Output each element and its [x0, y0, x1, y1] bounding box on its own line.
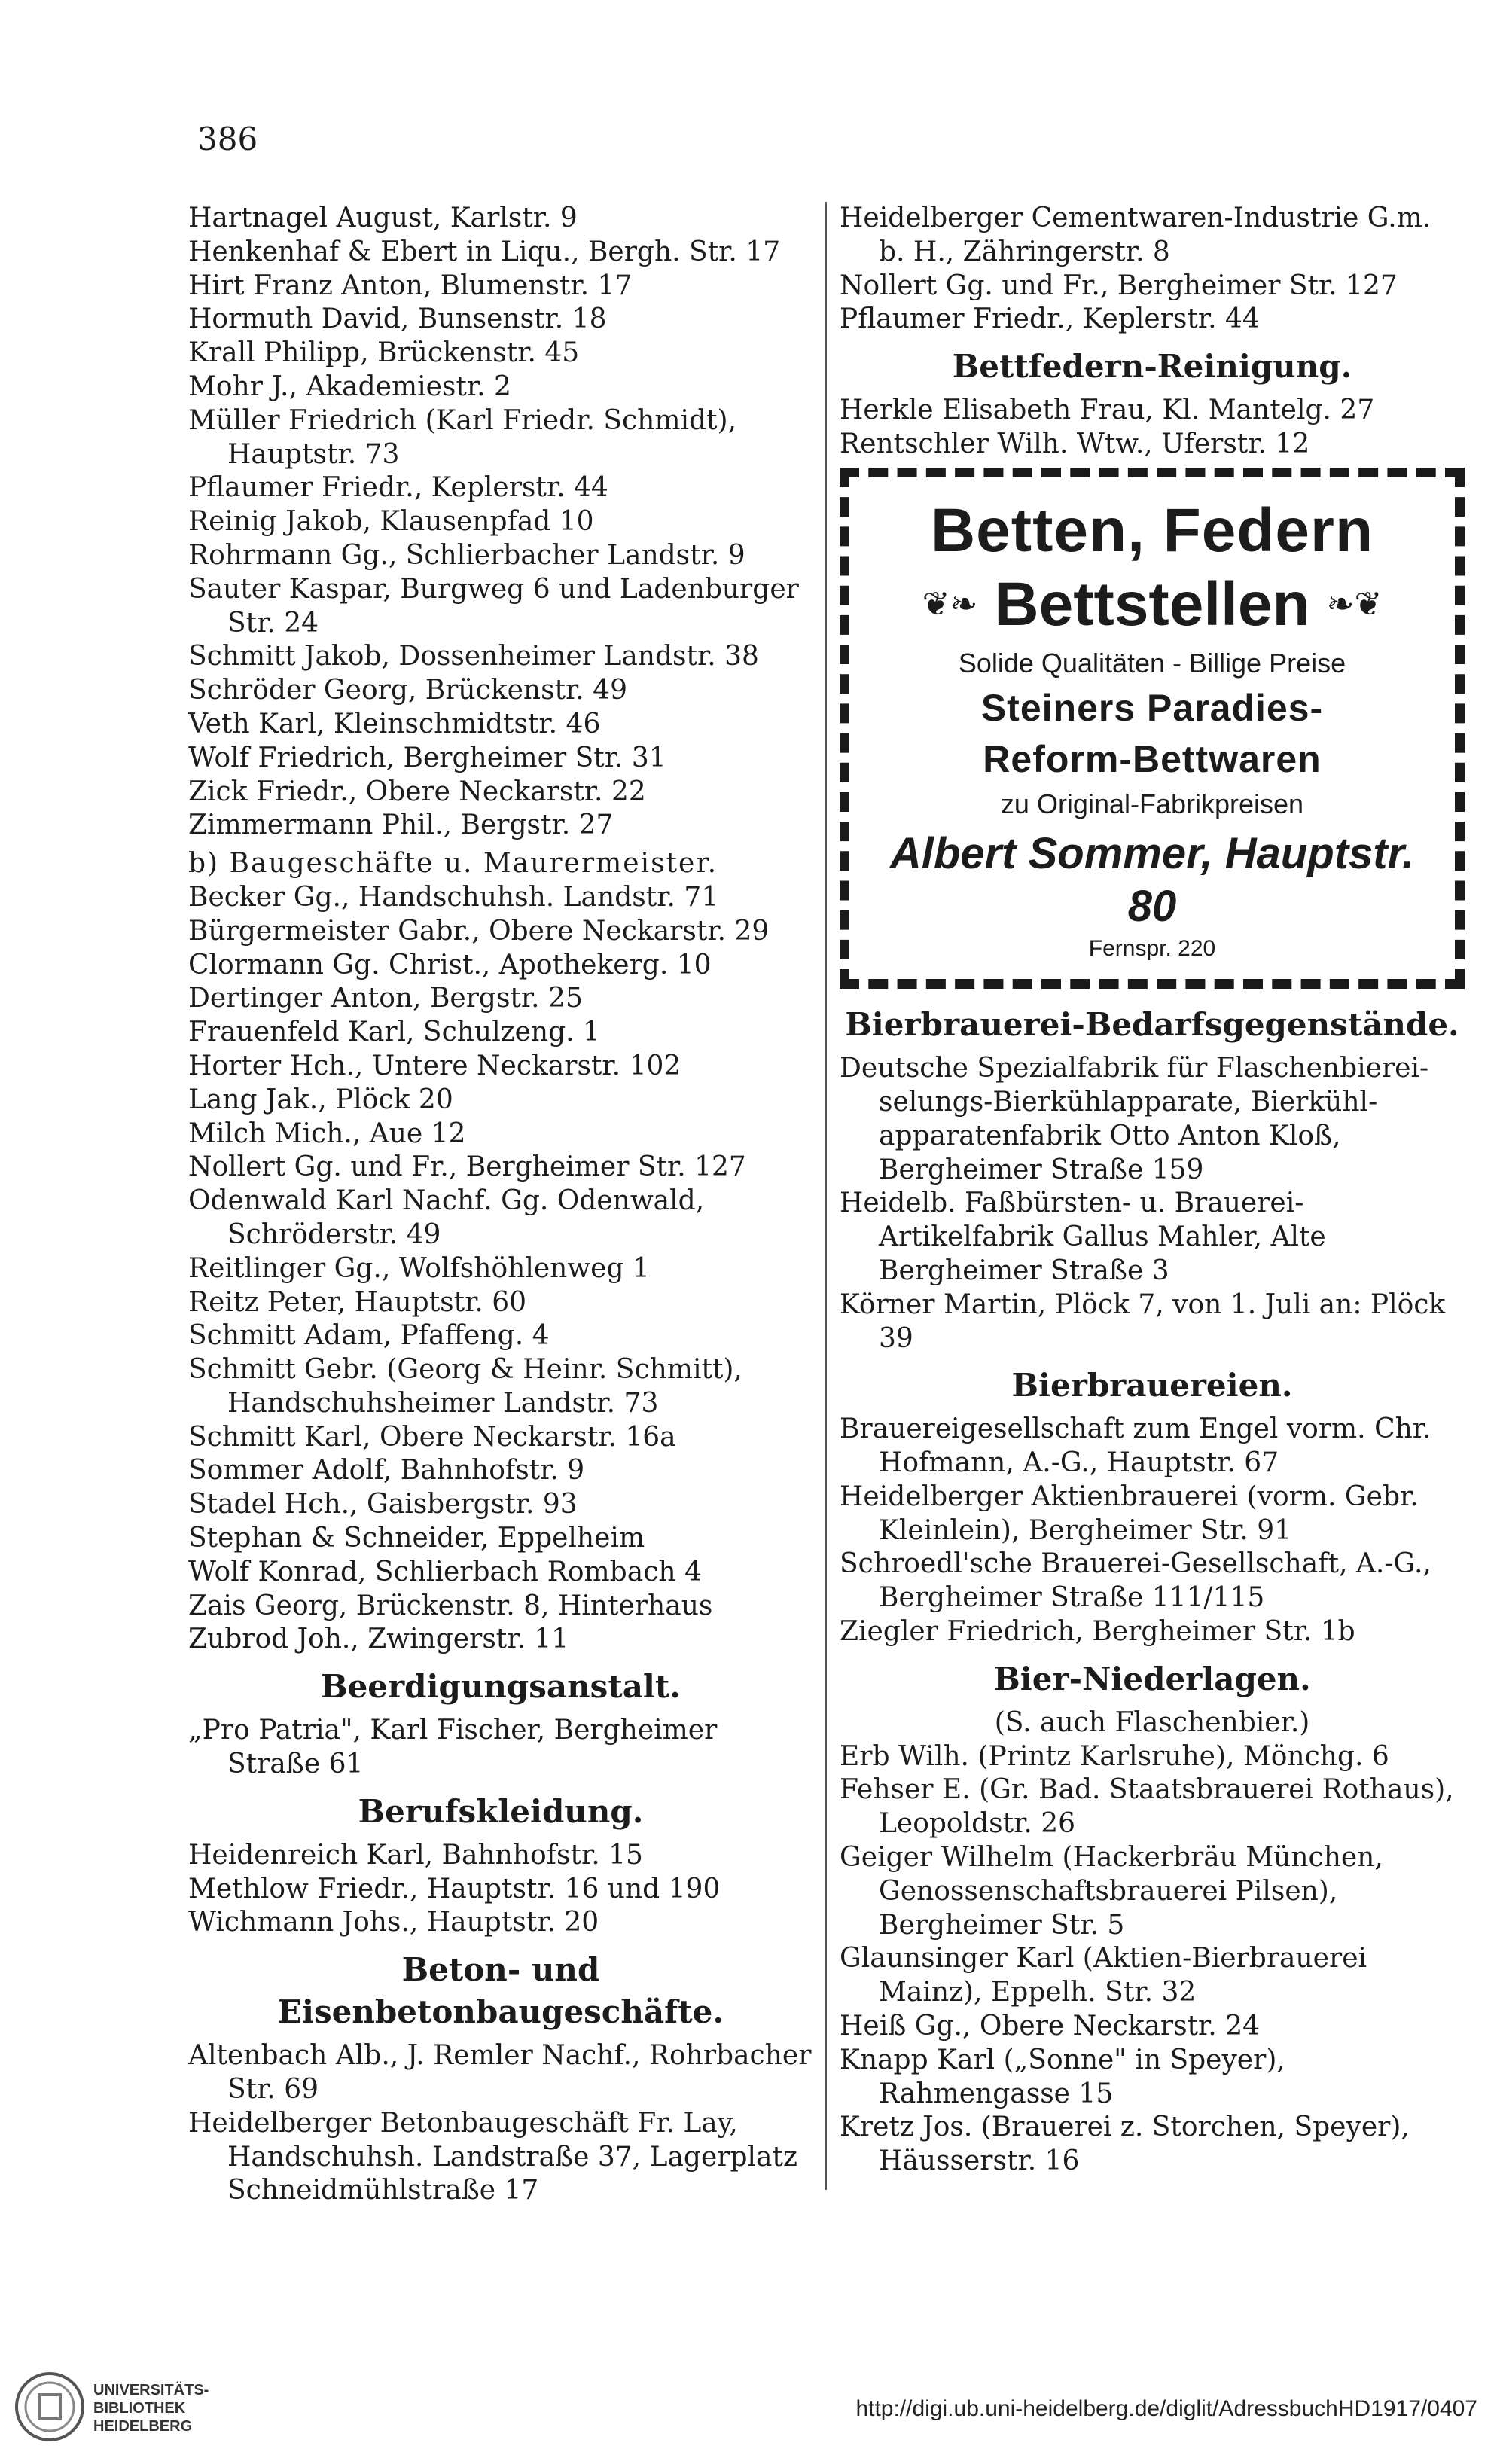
ad-bettstellen: Bettstellen	[994, 570, 1310, 639]
list-item: Veth Karl, Kleinschmidtstr. 46	[188, 708, 601, 740]
ad-price-note: zu Original-Fabrikpreisen	[1000, 788, 1304, 819]
list-item: Kretz Jos. (Brauerei z. Storchen, Speyer), Häusserstr. 16	[840, 2112, 1410, 2177]
list-item: Becker Gg., Handschuhsh. Landstr. 71	[188, 881, 719, 913]
section-heading: Bettfedern-Reinigung.	[952, 348, 1352, 386]
list-item: Heidelb. Faßbürsten- u. Brauerei-Artikelfabrik Gallus Mahler, Alte Bergheimer Straße 3	[840, 1188, 1326, 1286]
list-item: Hormuth David, Bunsenstr. 18	[188, 303, 607, 335]
list-item: Clormann Gg. Christ., Apothekerg. 10	[188, 949, 712, 980]
list-item: Pflaumer Friedr., Keplerstr. 44	[188, 472, 608, 504]
list-item: Wolf Friedrich, Bergheimer Str. 31	[188, 742, 666, 773]
right-column	[840, 202, 1465, 2179]
list-item: Geiger Wilhelm (Hackerbräu München, Genossenschaftsbrauerei Pilsen), Bergheimer Str. 5	[840, 1842, 1383, 1941]
section-heading: Bierbrauereien.	[1011, 1367, 1293, 1404]
list-item: Hirt Franz Anton, Blumenstr. 17	[188, 270, 633, 301]
library-line: UNIVERSITÄTS-	[93, 2382, 209, 2398]
university-library-logo-icon	[14, 2371, 86, 2443]
advertisement-box	[840, 468, 1465, 989]
library-line: BIBLIOTHEK	[93, 2400, 186, 2417]
list-item: Lang Jak., Plöck 20	[188, 1084, 453, 1115]
list-item: Knapp Karl („Sonne" in Speyer), Rahmengasse 15	[840, 2044, 1285, 2109]
list-item: Altenbach Alb., J. Remler Nachf., Rohrbacher Str. 69	[188, 2040, 812, 2106]
list-item: Glaunsinger Karl (Aktien-Bierbrauerei Mainz), Eppelh. Str. 32	[840, 1943, 1367, 2008]
column-divider	[825, 202, 827, 2190]
list-item: Erb Wilh. (Printz Karlsruhe), Mönchg. 6	[840, 1740, 1389, 1772]
list-item: Herkle Elisabeth Frau, Kl. Mantelg. 27	[840, 395, 1375, 426]
list-item: Dertinger Anton, Bergstr. 25	[188, 983, 583, 1014]
list-item: Zick Friedr., Obere Neckarstr. 22	[188, 776, 646, 807]
library-line: HEIDELBERG	[93, 2418, 193, 2435]
ad-product-line: Reform-Bettwaren	[983, 737, 1322, 780]
page-number: 386	[197, 120, 258, 157]
list-item: Bürgermeister Gabr., Obere Neckarstr. 29	[188, 915, 770, 947]
ad-subheadline	[861, 568, 1443, 642]
list-item: Körner Martin, Plöck 7, von 1. Juli an: Plöck 39	[840, 1288, 1446, 1354]
ornament-icon: ❦❧	[922, 585, 978, 623]
list-item: Reitlinger Gg., Wolfshöhlenweg 1	[188, 1252, 650, 1284]
list-item: Stephan & Schneider, Eppelheim	[188, 1523, 645, 1554]
list-item: Ziegler Friedrich, Bergheimer Str. 1b	[840, 1616, 1355, 1648]
list-item: Methlow Friedr., Hauptstr. 16 und 190	[188, 1873, 721, 1904]
list-item: Heidenreich Karl, Bahnhofstr. 15	[188, 1839, 643, 1871]
ad-company: Albert Sommer, Hauptstr. 80	[889, 828, 1415, 931]
list-item: Heidelberger Aktienbrauerei (vorm. Gebr. Kleinlein), Bergheimer Str. 91	[840, 1481, 1419, 1546]
list-item: Zimmermann Phil., Bergstr. 27	[188, 810, 614, 841]
list-item: Schmitt Karl, Obere Neckarstr. 16a	[188, 1421, 676, 1453]
ad-phone: Fernspr. 220	[1088, 936, 1216, 962]
list-item: Odenwald Karl Nachf. Gg. Odenwald, Schröderstr. 49	[188, 1185, 705, 1250]
list-item: Pflaumer Friedr., Keplerstr. 44	[840, 303, 1260, 335]
section-note: (S. auch Flaschenbier.)	[994, 1706, 1310, 1738]
ad-tagline: Solide Qualitäten - Billige Preise	[958, 647, 1346, 679]
ad-headline: Betten, Federn	[930, 496, 1374, 565]
list-item: Zubrod Joh., Zwingerstr. 11	[188, 1624, 569, 1655]
section-heading: Beton- und Eisenbetonbaugeschäfte.	[278, 1951, 724, 2031]
list-item: Deutsche Spezialfabrik für Flaschenbiereiselungs-Bierkühlapparate, Bierkühlapparatenfabrik Otto Anton Kloß, Bergheimer Straße 159	[840, 1053, 1429, 1185]
section-heading: Bierbrauerei-Bedarfsgegenstände.	[845, 1006, 1459, 1044]
list-item: Sommer Adolf, Bahnhofstr. 9	[188, 1455, 585, 1487]
list-item: Stadel Hch., Gaisbergstr. 93	[188, 1489, 578, 1520]
ornament-icon: ❧❦	[1326, 585, 1383, 623]
list-item: Müller Friedrich (Karl Friedr. Schmidt), Hauptstr. 73	[188, 404, 737, 470]
list-item: Wolf Konrad, Schlierbach Rombach 4	[188, 1556, 702, 1587]
section-heading: Beerdigungsanstalt.	[321, 1668, 681, 1706]
list-item: Schroedl'sche Brauerei-Gesellschaft, A.-G., Bergheimer Straße 111/115	[840, 1548, 1431, 1614]
list-item: Zais Georg, Brückenstr. 8, Hinterhaus	[188, 1590, 713, 1621]
list-item: „Pro Patria", Karl Fischer, Bergheimer Straße 61	[188, 1715, 718, 1780]
list-item: Krall Philipp, Brückenstr. 45	[188, 337, 580, 369]
list-item: Reitz Peter, Hauptstr. 60	[188, 1286, 527, 1318]
ad-product-line: Steiners Paradies-	[980, 686, 1324, 729]
list-item: Henkenhaf & Ebert in Liqu., Bergh. Str. 17	[188, 236, 781, 267]
footer-bar	[0, 2348, 1497, 2464]
list-item: Mohr J., Akademiestr. 2	[188, 371, 511, 402]
list-item: Schmitt Adam, Pfaffeng. 4	[188, 1320, 550, 1352]
list-item: Heidelberger Betonbaugeschäft Fr. Lay, Handschuhsh. Landstraße 37, Lagerplatz Schneidmühlstraße 17	[188, 2107, 797, 2206]
list-group	[188, 881, 813, 1657]
list-item: Schmitt Jakob, Dossenheimer Landstr. 38	[188, 641, 759, 672]
section-subheading: b) Baugeschäfte u. Maurermeister.	[188, 848, 718, 880]
list-item: Fehser E. (Gr. Bad. Staatsbrauerei Rothaus), Leopoldstr. 26	[840, 1774, 1454, 1840]
library-name	[93, 2381, 209, 2435]
list-item: Wichmann Johs., Hauptstr. 20	[188, 1907, 599, 1938]
list-item: Brauereigesellschaft zum Engel vorm. Chr. Hofmann, A.-G., Hauptstr. 67	[840, 1413, 1431, 1479]
list-item: Reinig Jakob, Klausenpfad 10	[188, 506, 594, 538]
list-item: Horter Hch., Untere Neckarstr. 102	[188, 1050, 681, 1081]
list-item: Milch Mich., Aue 12	[188, 1118, 466, 1149]
list-item: Hartnagel August, Karlstr. 9	[188, 203, 578, 233]
list-item: Frauenfeld Karl, Schulzeng. 1	[188, 1017, 600, 1048]
list-item: Rohrmann Gg., Schlierbacher Landstr. 9	[188, 539, 745, 571]
source-url[interactable]: http://digi.ub.uni-heidelberg.de/diglit/AdressbuchHD1917/0407	[855, 2396, 1477, 2421]
list-group	[188, 202, 813, 843]
list-item: Rentschler Wilh. Wtw., Uferstr. 12	[840, 428, 1310, 459]
section-heading: Berufskleidung.	[358, 1792, 644, 1830]
list-item: Nollert Gg. und Fr., Bergheimer Str. 127	[188, 1151, 746, 1183]
section-heading: Bier-Niederlagen.	[993, 1660, 1311, 1697]
list-item: Heiß Gg., Obere Neckarstr. 24	[840, 2011, 1260, 2042]
list-item: Schmitt Gebr. (Georg & Heinr. Schmitt), Handschuhsheimer Landstr. 73	[188, 1354, 742, 1419]
left-column	[188, 202, 813, 2208]
list-item: Heidelberger Cementwaren-Industrie G.m. b. H., Zähringerstr. 8	[840, 203, 1431, 267]
list-item: Schröder Georg, Brückenstr. 49	[188, 675, 627, 706]
list-item: Nollert Gg. und Fr., Bergheimer Str. 127	[840, 270, 1398, 301]
list-item: Sauter Kaspar, Burgweg 6 und Ladenburger Str. 24	[188, 573, 799, 639]
